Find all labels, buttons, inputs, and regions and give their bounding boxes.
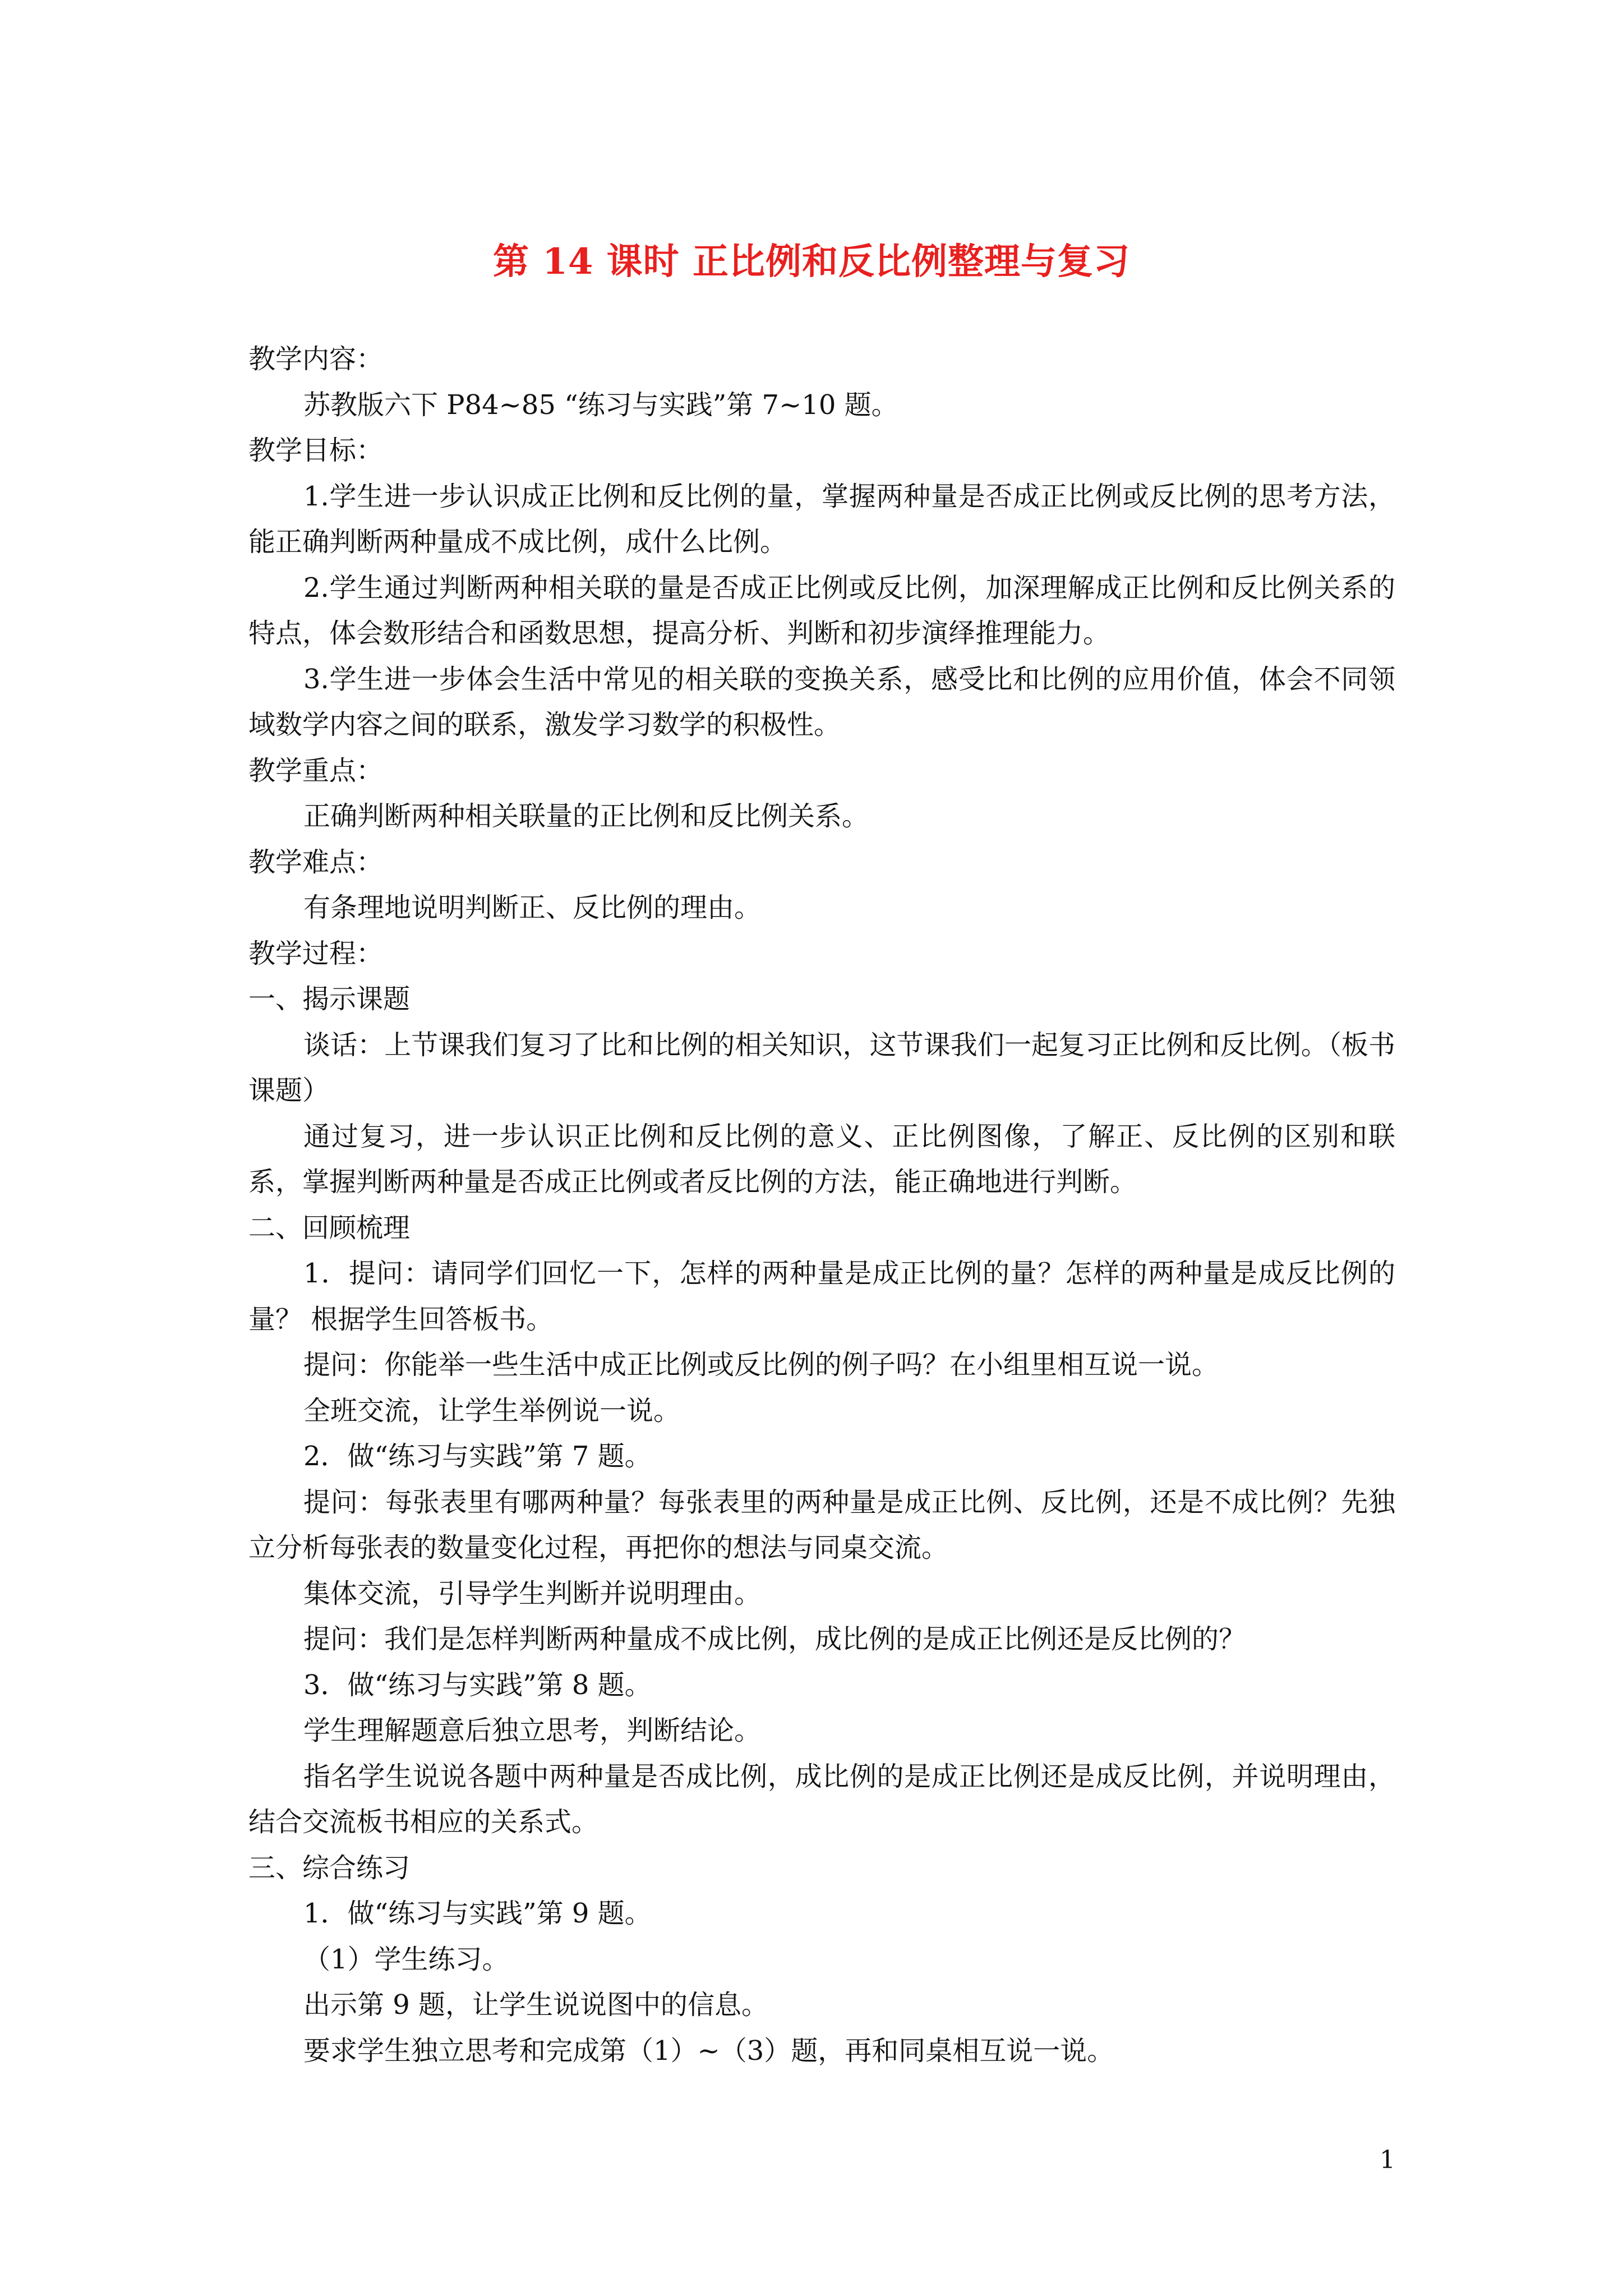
document-title: 第 14 课时 正比例和反比例整理与复习: [493, 241, 1130, 283]
paragraph: 提问：我们是怎样判断两种量成不成比例，成比例的是成正比例还是反比例的？: [303, 1623, 1246, 1655]
heading-teaching-content: 教学内容：: [248, 343, 384, 375]
paragraph: 出示第 9 题，让学生说说图中的信息。: [303, 1989, 769, 2021]
section-heading: 一、揭示课题: [248, 983, 411, 1015]
paragraph: 有条理地说明判断正、反比例的理由。: [303, 892, 762, 923]
document-body: [248, 337, 1395, 2074]
heading-difficulties: 教学难点：: [248, 846, 384, 878]
heading-teaching-goals: 教学目标：: [248, 435, 384, 466]
heading-teaching-process: 教学过程：: [248, 937, 384, 969]
paragraph: 3.学生进一步体会生活中常见的相关联的变换关系，感受比和比例的应用价值，体会不同领域数学内容之间的联系，激发学习数学的积极性。: [248, 663, 1395, 740]
section-heading: 二、回顾梳理: [248, 1212, 411, 1244]
heading-key-points: 教学重点：: [248, 754, 384, 786]
paragraph: 通过复习，进一步认识正比例和反比例的意义、正比例图像，了解正、反比例的区别和联系，掌握判断两种量是否成正比例或者反比例的方法，能正确地进行判断。: [248, 1120, 1395, 1198]
paragraph: 谈话：上节课我们复习了比和比例的相关知识，这节课我们一起复习正比例和反比例。（板书课题）: [248, 1029, 1395, 1106]
section-heading: 三、综合练习: [248, 1852, 411, 1884]
paragraph: 1.学生进一步认识成正比例和反比例的量，掌握两种量是否成正比例或反比例的思考方法，能正确判断两种量成不成比例，成什么比例。: [248, 480, 1395, 558]
paragraph: 提问：你能举一些生活中成正比例或反比例的例子吗？在小组里相互说一说。: [303, 1349, 1219, 1381]
paragraph: 要求学生独立思考和完成第（1）~（3）题，再和同桌相互说一说。: [303, 2035, 1114, 2067]
paragraph: 全班交流，让学生举例说一说。: [303, 1395, 681, 1427]
paragraph: 指名学生说说各题中两种量是否成比例，成比例的是成正比例还是成反比例，并说明理由，结合交流板书相应的关系式。: [248, 1760, 1395, 1838]
paragraph: 集体交流，引导学生判断并说明理由。: [303, 1577, 762, 1609]
paragraph: （1）学生练习。: [303, 1943, 509, 1975]
page-number: 1: [1380, 2146, 1395, 2174]
paragraph: 1．提问：请同学们回忆一下，怎样的两种量是成正比例的量？怎样的两种量是成反比例的量？ 根据学生回答板书。: [248, 1258, 1395, 1335]
paragraph: 提问：每张表里有哪两种量？每张表里的两种量是成正比例、反比例，还是不成比例？先独立分析每张表的数量变化过程，再把你的想法与同桌交流。: [248, 1486, 1395, 1563]
paragraph: 3．做“练习与实践”第 8 题。: [303, 1669, 652, 1701]
paragraph: 1．做“练习与实践”第 9 题。: [303, 1898, 652, 1929]
paragraph: 正确判断两种相关联量的正比例和反比例关系。: [303, 800, 869, 832]
paragraph: 苏教版六下 P84~85 “练习与实践”第 7~10 题。: [303, 389, 898, 421]
paragraph: 学生理解题意后独立思考，判断结论。: [303, 1715, 762, 1746]
paragraph: 2.学生通过判断两种相关联的量是否成正比例或反比例，加深理解成正比例和反比例关系的特点，体会数形结合和函数思想，提高分析、判断和初步演绎推理能力。: [248, 572, 1395, 649]
paragraph: 2．做“练习与实践”第 7 题。: [303, 1441, 652, 1472]
